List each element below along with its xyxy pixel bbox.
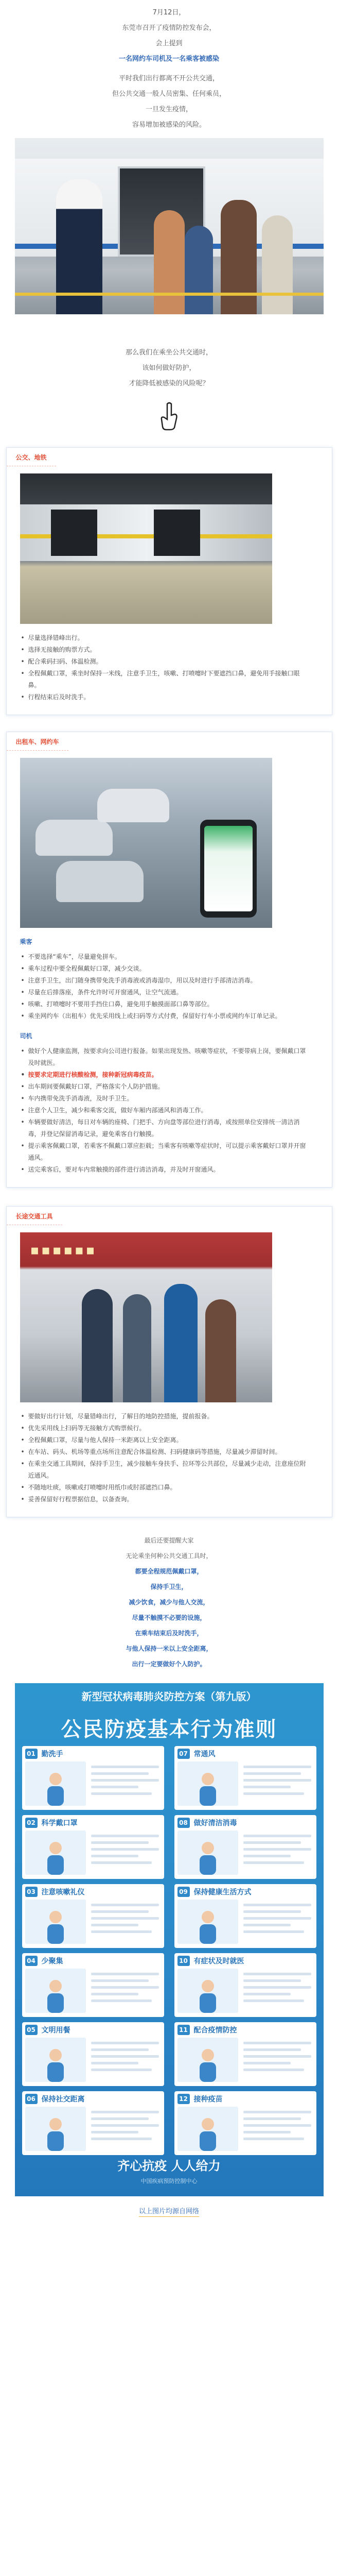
- poster-footer: 齐心抗疫 人人给力: [117, 2159, 221, 2173]
- metro-photo: [20, 473, 272, 624]
- intro-line: 7月12日，: [152, 9, 186, 16]
- poster-cell: [22, 2022, 164, 2086]
- closing-section: [0, 1517, 338, 1672]
- poster-cell-number: 09: [177, 1887, 190, 1897]
- list-item: • 车辆要做好清洁，每日对车辆的座椅、门把手、方向盘等部位进行消毒，或按照单位安排统一清洁消毒，并登记保留消毒记录，避免乘客自行触摸。: [20, 1116, 311, 1140]
- poster-cell: [174, 2022, 316, 2086]
- poster-cell: [174, 1953, 316, 2017]
- poster-cell-number: 07: [177, 1749, 190, 1759]
- guidelines-poster: [15, 1683, 324, 2196]
- poster-cell: [174, 1884, 316, 1948]
- poster-cell: [174, 1746, 316, 1810]
- poster-cell-number: 11: [177, 2025, 190, 2035]
- list-item: • 要做好出行计划，尽量错峰出行，了解目的地防控措施，提前报备。: [20, 1411, 311, 1422]
- intro-line: 一旦发生疫情，: [145, 106, 192, 113]
- section-bus-metro: [6, 447, 332, 715]
- intro-line: 容易增加被感染的风险。: [132, 121, 206, 129]
- poster-cell-illustration: [25, 1831, 86, 1875]
- intro-line: 东莞市召开了疫情防控发布会，: [122, 24, 216, 32]
- list-item: • 妥善保留好行程票据信息，以备查询。: [20, 1494, 311, 1505]
- poster-cell-number: 02: [25, 1818, 38, 1828]
- list-item: • 选择无接触的购票方式。: [20, 644, 311, 656]
- closing-highlight: 保持手卫生，: [150, 1583, 188, 1590]
- poster-cell-number: 12: [177, 2094, 190, 2104]
- poster-cell-illustration: [25, 2038, 86, 2082]
- closing-highlight: 与他人保持一米以上安全距离，: [126, 1645, 212, 1652]
- poster-cell-number: 06: [25, 2094, 38, 2104]
- taxi-photo: [20, 758, 272, 928]
- list-item: • 不随地吐痰，咳嗽或打喷嚏时用纸巾或肘部遮挡口鼻。: [20, 1482, 311, 1494]
- poster-cell-label: 接种疫苗: [193, 2095, 223, 2104]
- list-item: • 咳嗽、打喷嚏时不要用手挡住口鼻，避免用手触摸面部口鼻等部位。: [20, 998, 311, 1010]
- poster-cell: [174, 1815, 316, 1879]
- list-item-highlight: • 按要求定期进行核酸检测，接种新冠病毒疫苗。: [20, 1069, 311, 1081]
- poster-cell-number: 10: [177, 1956, 190, 1966]
- list-item: • 车内携带免洗手消毒液，及时手卫生。: [20, 1093, 311, 1105]
- list-item: • 乘坐网约车（出租车）优先采用线上或扫码等方式付费，保留好行车小票或网约车订单记录。: [20, 1010, 311, 1022]
- long-distance-list: [7, 1402, 332, 1505]
- poster-cell-illustration: [177, 1761, 238, 1806]
- passenger-list: [7, 948, 332, 1022]
- closing-highlight: 减少饮食，减少与他人交流，: [129, 1599, 209, 1606]
- poster-cell-illustration: [25, 2107, 86, 2151]
- list-item: • 优先采用线上扫码等无接触方式购票候行。: [20, 1422, 311, 1434]
- poster-cell: [22, 1815, 164, 1879]
- list-item: • 提示乘客佩戴口罩，若乘客不佩戴口罩应拒载；当乘客有咳嗽等症状时，可以提示乘客戴好口罩并开窗通风。: [20, 1140, 311, 1164]
- poster-main-title: 公民防疫基本行为准则: [61, 1718, 277, 1741]
- section-tag: 出租车、网约车: [7, 732, 68, 751]
- poster-cell: [22, 1746, 164, 1810]
- poster-cell-illustration: [177, 1900, 238, 1944]
- closing-highlight: 在乘车结束后及时洗手，: [135, 1630, 203, 1637]
- poster-cell-illustration: [25, 1900, 86, 1944]
- poster-cell-number: 05: [25, 2025, 38, 2035]
- intro-line: 但公共交通一般人员密集、任何乘员，: [112, 90, 226, 98]
- list-item: • 做好个人健康监测，按要求向公司进行报备。如果出现发热、咳嗽等症状，不要带病上岗，要佩戴口罩及时就医。: [20, 1045, 311, 1069]
- list-item: • 在乘坐交通工具期间，保持手卫生，减少接触车身扶手、拉环等公共部位，尽量减少走动，注意座位附近通风。: [20, 1458, 311, 1482]
- station-photo: ▪▪▪▪▪▪: [20, 1232, 272, 1402]
- poster-cell-label: 保持健康生活方式: [193, 1888, 252, 1896]
- list-item: • 全程佩戴口罩，乘坐时保持一米线，注意手卫生，咳嗽、打喷嚏时下要遮挡口鼻，避免用手接触口眼鼻。: [20, 668, 311, 691]
- list-item: • 不要选择“乘车”，尽量避免拼车。: [20, 951, 311, 963]
- train-platform-photo: [15, 138, 324, 314]
- poster-cell: [174, 2091, 316, 2155]
- poster-cell-illustration: [177, 1831, 238, 1875]
- poster-cell: [22, 1953, 164, 2017]
- section-tag: 公交、地铁: [7, 448, 56, 466]
- closing-line: 最后还要提醒大家: [144, 1537, 194, 1544]
- poster-cell-label: 配合疫情防控: [193, 2026, 237, 2035]
- list-item: • 出车期间要佩戴好口罩，严格落实个人防护措施。: [20, 1081, 311, 1093]
- sub-title-driver: 司机: [20, 1032, 32, 1040]
- section-long-distance: [6, 1206, 332, 1517]
- poster-cell: [22, 1884, 164, 1948]
- list-item: • 配合乘码扫码、体温检测。: [20, 656, 311, 668]
- intro-highlight: 一名网约车司机及一名乘客被感染: [118, 55, 219, 63]
- poster-cell-number: 04: [25, 1956, 38, 1966]
- list-item: • 行程结束后及时洗手。: [20, 691, 311, 703]
- list-item: • 注意个人卫生，减少和乘客交流，做好车厢内部通风和消毒工作。: [20, 1105, 311, 1116]
- hand-pointer-icon: [0, 402, 338, 433]
- sub-title-passenger: 乘客: [20, 938, 32, 945]
- intro-section: [0, 0, 338, 133]
- poster-cell-illustration: [177, 1969, 238, 2013]
- poster-cell-label: 文明用餐: [41, 2026, 70, 2035]
- poster-cell-label: 科学戴口罩: [41, 1819, 78, 1827]
- intro-line: 平时我们出行都离不开公共交通，: [118, 75, 219, 82]
- poster-cell-illustration: [25, 1761, 86, 1806]
- closing-highlight: 都要全程规范佩戴口罩，: [135, 1568, 203, 1575]
- list-item: • 全程佩戴口罩，尽量与他人保持一米距离以上安全距离。: [20, 1434, 311, 1446]
- bus-metro-list: [7, 624, 332, 703]
- source-text: 以上图片均源自网络: [139, 2208, 199, 2217]
- poster-cell-illustration: [25, 1969, 86, 2013]
- list-item: • 尽量选择错峰出行。: [20, 632, 311, 644]
- list-item: • 乘车过程中要全程佩戴好口罩，减少交谈。: [20, 963, 311, 975]
- list-item: • 尽量在后排落座，条件允许时可开窗通风，让空气流通。: [20, 987, 311, 998]
- intro-line: 会上提到: [155, 40, 183, 47]
- section-taxi: [6, 732, 332, 1188]
- list-item: • 送完乘客后，要对车内常触摸的部件进行清洁消毒，并及时开窗通风。: [20, 1164, 311, 1176]
- question-line: 那么我们在乘坐公共交通时，: [125, 349, 212, 357]
- poster-cell-label: 少聚集: [41, 1957, 63, 1965]
- poster-top-title: 新型冠状病毒肺炎防控方案（第九版）: [81, 1690, 257, 1703]
- closing-line: 无论乘坐何种公共交通工具时，: [126, 1552, 212, 1560]
- section-tag: 长途交通工具: [7, 1207, 62, 1225]
- question-line: 该如何做好防护，: [142, 364, 196, 372]
- poster-cell-illustration: [177, 2107, 238, 2151]
- closing-highlight: 出行一定要做好个人防护。: [132, 1660, 206, 1668]
- poster-cell-label: 有症状及时就医: [193, 1957, 244, 1965]
- list-item: • 注意手卫生，出门随身携带免洗手消毒液或消毒湿巾，用以及时进行手部清洁消毒。: [20, 975, 311, 987]
- driver-list: [7, 1042, 332, 1176]
- list-item: • 在车站、码头、机场等重点场所注意配合体温检测、扫码健康码等措施，尽量减少滞留时间。: [20, 1446, 311, 1458]
- question-section: [0, 314, 338, 392]
- poster-cell: [22, 2091, 164, 2155]
- poster-cell-label: 保持社交距离: [41, 2095, 85, 2104]
- question-line: 才能降低被感染的风险呢？: [129, 380, 209, 387]
- poster-cell-number: 01: [25, 1749, 38, 1759]
- source-note: [0, 2206, 338, 2215]
- poster-cell-number: 03: [25, 1887, 38, 1897]
- poster-cell-label: 做好清洁消毒: [193, 1819, 237, 1827]
- poster-footer-small: 中国疾病预防控制中心: [140, 2178, 198, 2184]
- poster-cell-label: 注意咳嗽礼仪: [41, 1888, 85, 1896]
- poster-cell-label: 常通风: [193, 1750, 216, 1758]
- poster-cell-illustration: [177, 2038, 238, 2082]
- closing-highlight: 尽量不触摸不必要的设施，: [132, 1614, 206, 1621]
- poster-cell-number: 08: [177, 1818, 190, 1828]
- poster-cell-label: 勤洗手: [41, 1750, 63, 1758]
